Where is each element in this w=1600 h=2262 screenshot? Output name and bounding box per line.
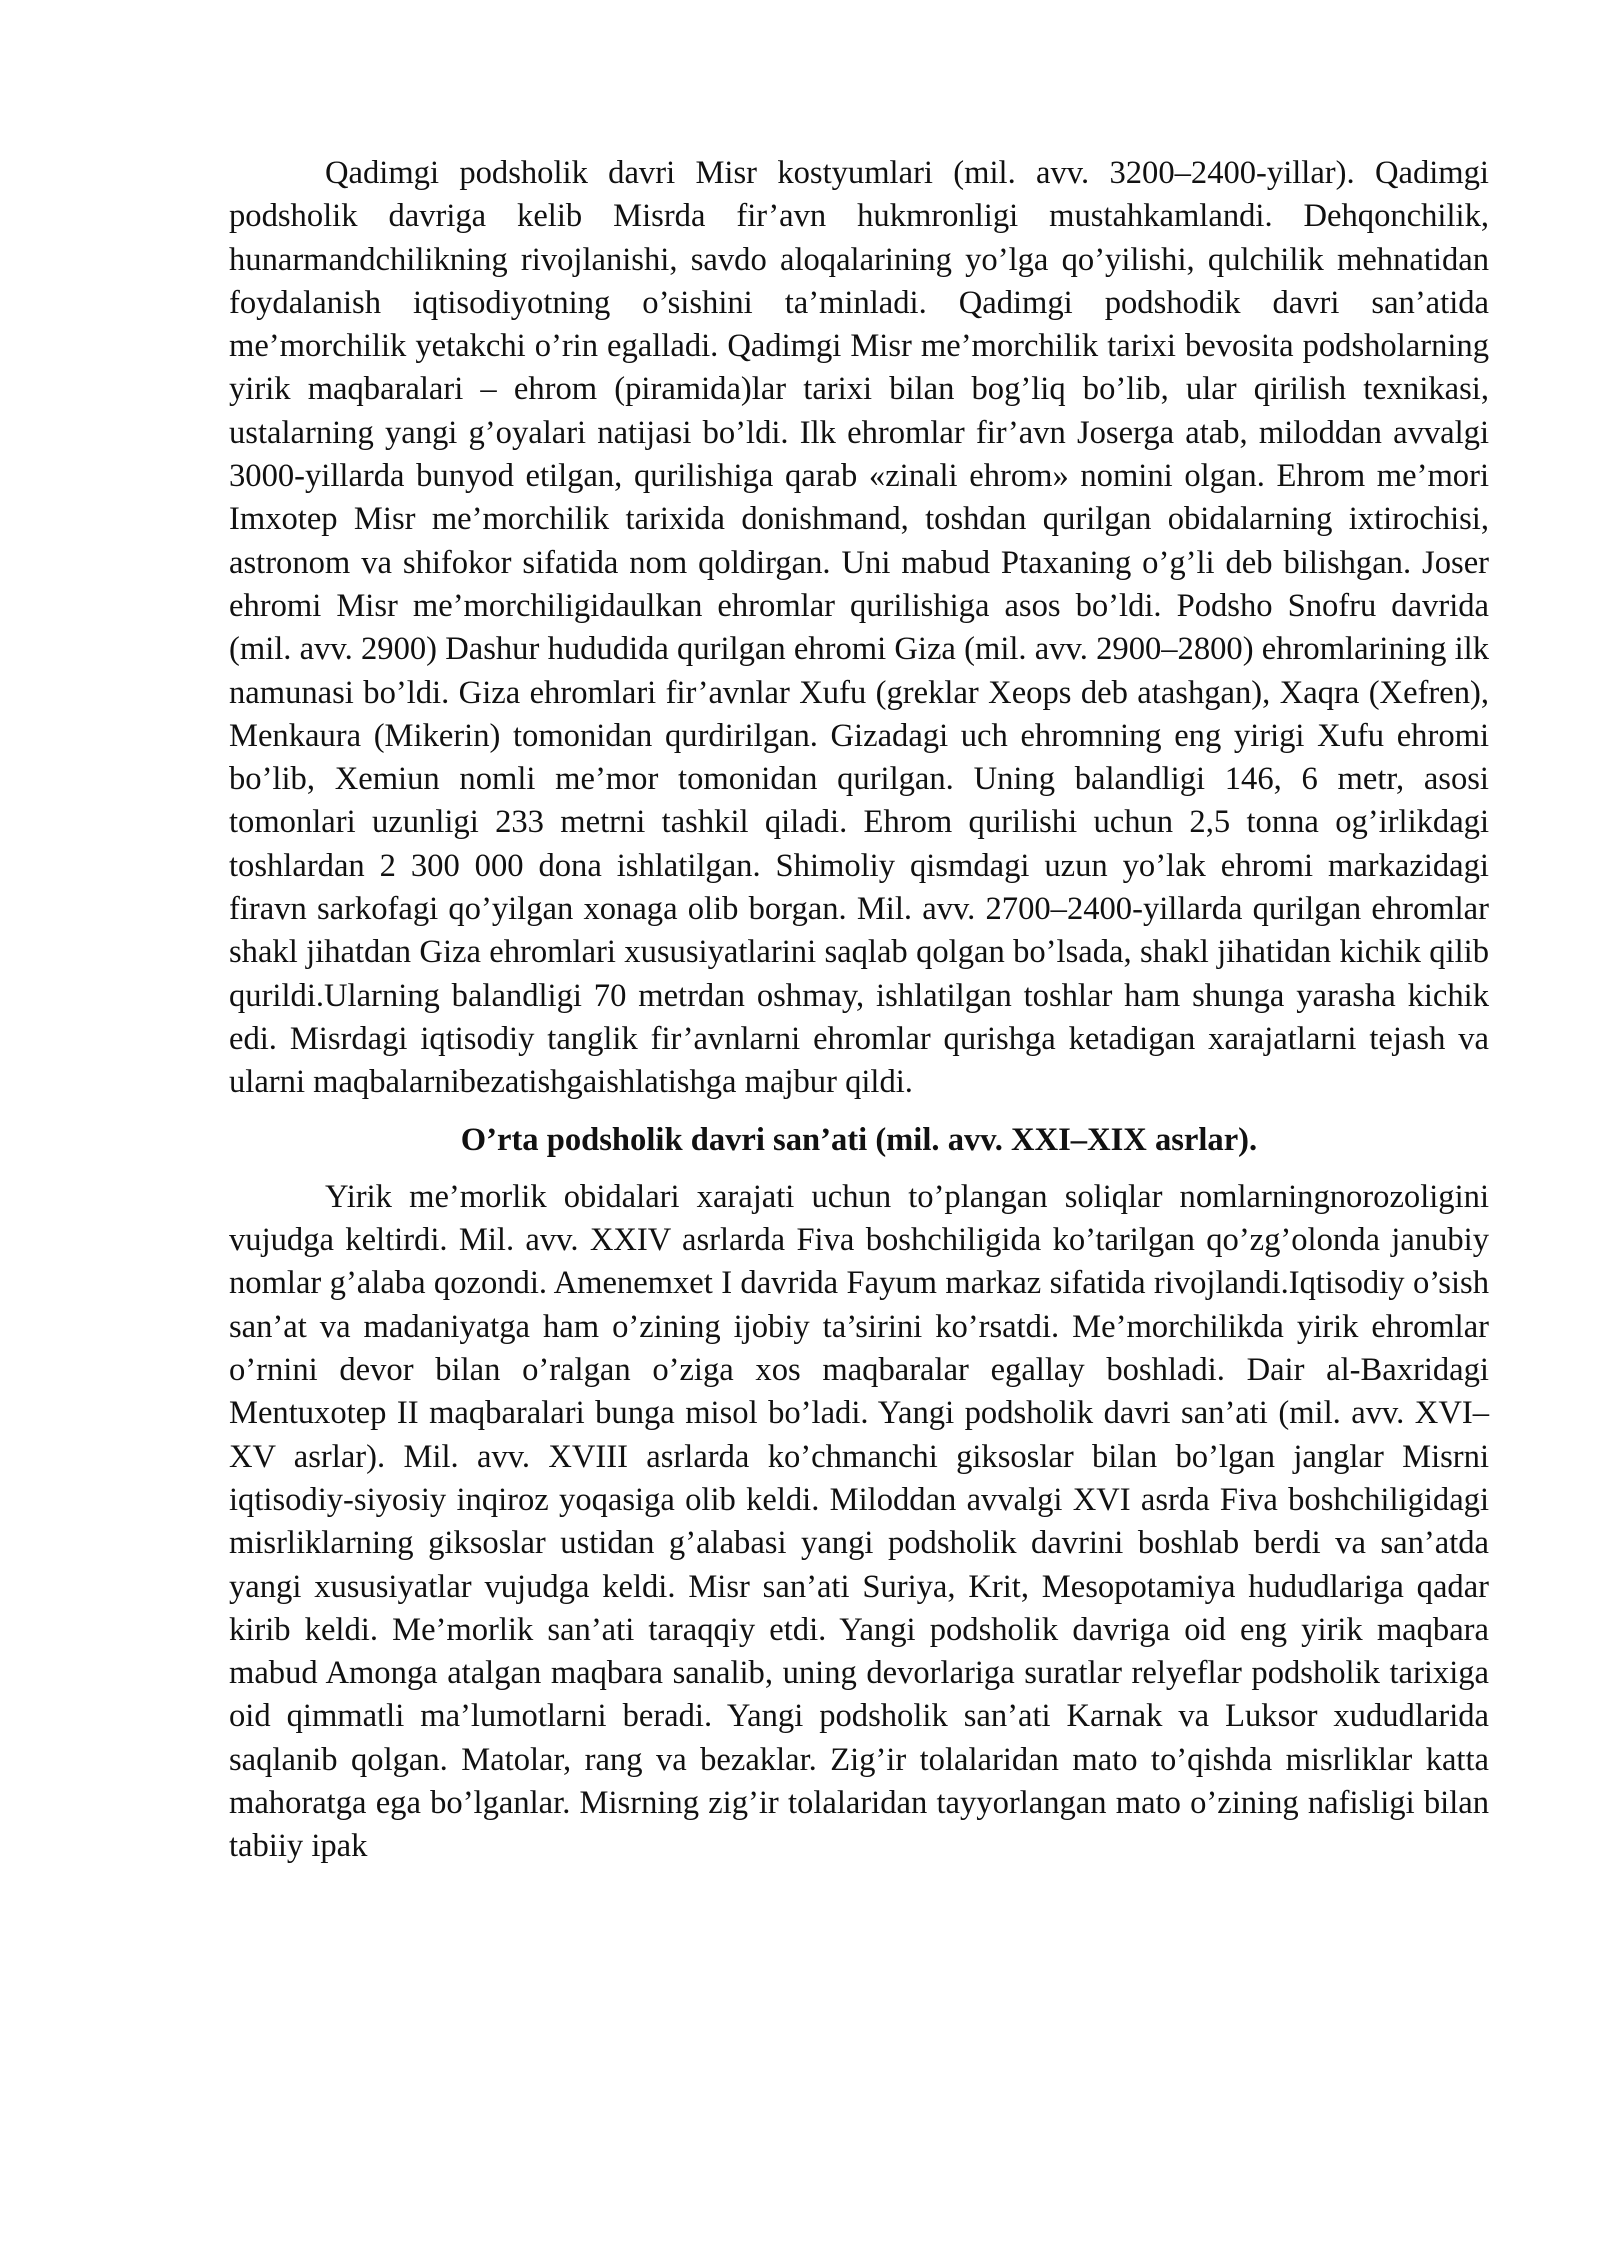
document-page [229,152,1489,1869]
paragraph-middle-kingdom: Yirik me’morlik obidalari xarajati uchun to’plangan soliqlar nomlarningnorozoligini vujudga keltirdi. Mil. avv. XXIV asrlarda Fiva boshchiligida ko’tarilgan qo’zg’olonda janubiy nomlar g’alaba qozondi. Amenemxet I davrida Fayum markaz sifatida rivojlandi.Iqtisodiy o’sish san’at va madaniyatga ham o’zining ijobiy ta’sirini ko’rsatdi. Me’morchilikda yirik ehromlar o’rnini devor bilan o’ralgan o’ziga xos maqbaralar egallay boshladi. Dair al-Baxridagi Mentuxotep II maqbaralari bunga misol bo’ladi. Yangi podsholik davri san’ati (mil. avv. XVI–XV asrlar). Mil. avv. XVIII asrlarda ko’chmanchi giksoslar bilan bo’lgan janglar Misrni iqtisodiy-siyosiy inqiroz yoqasiga olib keldi. Miloddan avvalgi XVI asrda Fiva boshchiligidagi misrliklarning giksoslar ustidan g’alabasi yangi podsholik davrini boshlab berdi va san’atda yangi xususiyatlar vujudga keldi. Misr san’ati Suriya, Krit, Mesopotamiya hududlariga qadar kirib keldi. Me’morlik san’ati taraqqiy etdi. Yangi podsholik davriga oid eng yirik maqbara mabud Amonga atalgan maqbara sanalib, uning devorlariga suratlar relyeflar podsholik tarixiga oid qimmatli ma’lumotlarni beradi. Yangi podsholik san’ati Karnak va Luksor xududlarida saqlanib qolgan. Matolar, rang va bezaklar. Zig’ir tolalaridan mato to’qishda misrliklar katta mahoratga ega bo’lganlar. Misrning zig’ir tolalaridan tayyorlangan mato o’zining nafisligi bilan tabiiy ipak [229,1178,1489,1865]
paragraph-old-kingdom: Qadimgi podsholik davri Misr kostyumlari (mil. avv. 3200–2400-yillar). Qadimgi podsholik davriga kelib Misrda fir’avn hukmronligi mustahkamlandi. Dehqonchilik, hunarmandchilikning rivojlanishi, savdo aloqalarining yo’lga qo’yilishi, qulchilik mehnatidan foydalanish iqtisodiyotning o’sishini ta’minladi. Qadimgi podshodik davri san’atida me’morchilik yetakchi o’rin egalladi. Qadimgi Misr me’morchilik tarixi bevosita podsholarning yirik maqbaralari – ehrom (piramida)lar tarixi bilan bog’liq bo’lib, ular qirilish texnikasi, ustalarning yangi g’oyalari natijasi bo’ldi. Ilk ehromlar fir’avn Joserga atab, miloddan avvalgi 3000-yillarda bunyod etilgan, qurilishiga qarab «zinali ehrom» nomini olgan. Ehrom me’mori Imxotep Misr me’morchilik tarixida donishmand, toshdan qurilgan obidalarning ixtirochisi, astronom va shifokor sifatida nom qoldirgan. Uni mabud Ptaxaning o’g’li deb bilishgan. Joser ehromi Misr me’morchiligidaulkan ehromlar qurilishiga asos bo’ldi. Podsho Snofru davrida (mil. avv. 2900) Dashur hududida qurilgan ehromi Giza (mil. avv. 2900–2800) ehromlarining ilk namunasi bo’ldi. Giza ehromlari fir’avnlar Xufu (greklar Xeops deb atashgan), Xaqra (Xefren), Menkaura (Mikerin) tomonidan qurdirilgan. Gizadagi uch ehromning eng yirigi Xufu ehromi bo’lib, Xemiun nomli me’mor tomonidan qurilgan. Uning balandligi 146, 6 metr, asosi tomonlari uzunligi 233 metrni tashkil qiladi. Ehrom qurilishi uchun 2,5 tonna og’irlikdagi toshlardan 2 300 000 dona ishlatilgan. Shimoliy qismdagi uzun yo’lak ehromi markazidagi firavn sarkofagi qo’yilgan xonaga olib borgan. Mil. avv. 2700–2400-yillarda qurilgan ehromlar shakl jihatdan Giza ehromlari xususiyatlarini saqlab qolgan bo’lsada, shakl jihatidan kichik qilib qurildi.Ularning balandligi 70 metrdan oshmay, ishlatilgan toshlar ham shunga yarasha kichik edi. Misrdagi iqtisodiy tanglik fir’avnlarni ehromlar qurishga ketadigan xarajatlarni tejash va ularni maqbalarnibezatishgaishlatishga majbur qildi. [229,155,1489,1101]
section-heading-middle-kingdom: O’rta podsholik davri san’ati (mil. avv. XXI–XIX asrlar). [460,1121,1258,1158]
